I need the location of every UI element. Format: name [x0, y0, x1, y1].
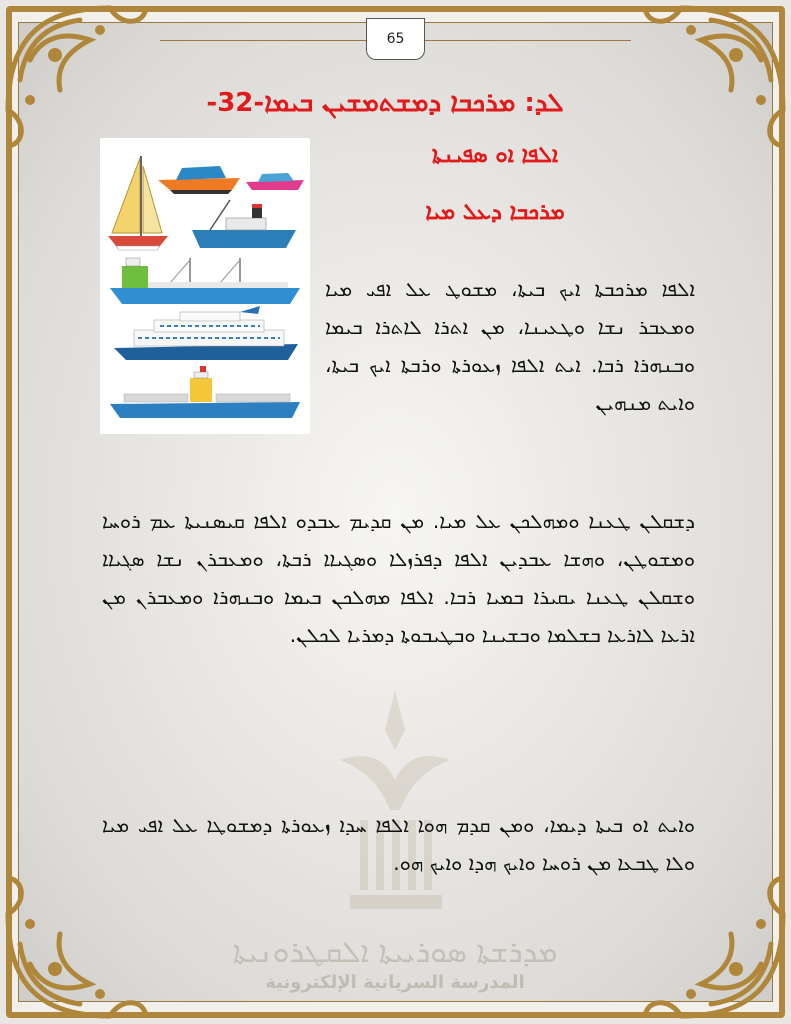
speedboat-orange-image	[158, 166, 240, 194]
speedboat-pink-image	[246, 173, 304, 190]
sailboat-image	[108, 156, 168, 250]
page-number: 65	[366, 18, 425, 60]
container-ship-image	[110, 366, 300, 418]
paragraph-2: ܕܫܩܠܢ ܛܥܢܐ ܘܡܗܠܟܢ ܥܠ ܡܝܐ. ܡܢ ܩܕܝܡ ܥܒܕܘ ܐܠܦܐ ܩܝܣܢܝܬܐ ܥܡ ܪܘܚܐ ܘܡܫܘܛܢ، ܘܗܫܐ ܥܒܕܝܢ ܐܠܦܐ ܕܦܪܙܠܐ ܘܣܓܝܐܐ ܪܒܬܐ، ܘܡܥܒܪܢ ܢܫܐ ܣܓܝܐܐ ܘܫܩܠܢ ܛܥܢܐ ܝܩܝܪܐ ܒܡܝܐ ܪܒܐ. ܐܠܦܐ ܡܗܠܟܢ ܒܝܡܐ ܘܒܢܗܪܐ ܘܡܥܒܪܢ ܡܢ ܐܪܥܐ ܠܐܪܥܐ ܒܫܠܡܐ ܘܒܫܝܢܐ ܘܒܛܝܒܘܬܐ ܕܡܪܝܐ ܠܟܠܢ.	[102, 509, 695, 647]
ships-illustration	[100, 138, 310, 434]
watermark-school-name-arabic: المدرسة السريانية الإلكترونية	[265, 972, 525, 993]
corner-ornament-bottom-left	[0, 874, 150, 1024]
corner-ornament-bottom-right	[641, 874, 791, 1024]
cruise-ship-image	[114, 306, 298, 360]
watermark-school-name-syriac: ܡܕܪܫܬܐ ܣܘܪܝܝܬܐ ܐܠܩܛܪܘܢܝܬܐ	[232, 935, 558, 970]
paragraph-3: ܘܐܝܬ ܐܘ ܒܝܬܐ ܕܝܡܐ، ܘܡܢ ܩܕܡ ܗܘܐ ܐܠܦܐ ܚܕܐ ܙܥܘܪܬܐ ܕܡܫܘܛܐ ܥܠ ܐܦܝ ܡܝܐ ܘܠܐ ܛܒܥܐ ܡܢ ܪܘܚܐ ܘܐܝܟ ܗܕܐ ܘܐܝܟ ܗܘ.	[102, 813, 695, 875]
lesson-subtitle-1: ܐܠܦܐ ܐܘ ܣܦܝܢܬܐ	[431, 143, 559, 168]
lesson-subtitle-2: ܡܪܟܒܐ ܕܥܠ ܡܝܐ	[425, 200, 565, 225]
corner-ornament-top-right	[641, 0, 791, 150]
paragraph-1: ܐܠܦܐ ܡܪܟܒܬܐ ܐܝܟ ܒܝܬܐ، ܡܫܘܛ ܥܠ ܐܦܝ ܡܝܐ ܘܡܥܒܪ ܢܫܐ ܘܛܥܝܢܐ، ܡܢ ܐܬܪܐ ܠܐܬܪܐ ܒܝܡܐ ܘܒܢܗܪܐ ܪܒܐ. ܐܝܬ ܐܠܦܐ ܙܥܘܪܬܐ ܘܪܒܬܐ ܐܝܟ ܒܝܬܐ، ܘܐܝܬ ܡܢܗܝܢ	[325, 277, 695, 415]
cargo-ship-cranes-image	[110, 258, 300, 304]
tugboat-image	[192, 200, 296, 248]
corner-ornament-top-left	[0, 0, 150, 150]
lesson-title: ܠܕ: ܡܪܟܒܐ ܕܡܫܬܡܫܝܢ ܒܝܡܐ-32-	[206, 88, 564, 118]
